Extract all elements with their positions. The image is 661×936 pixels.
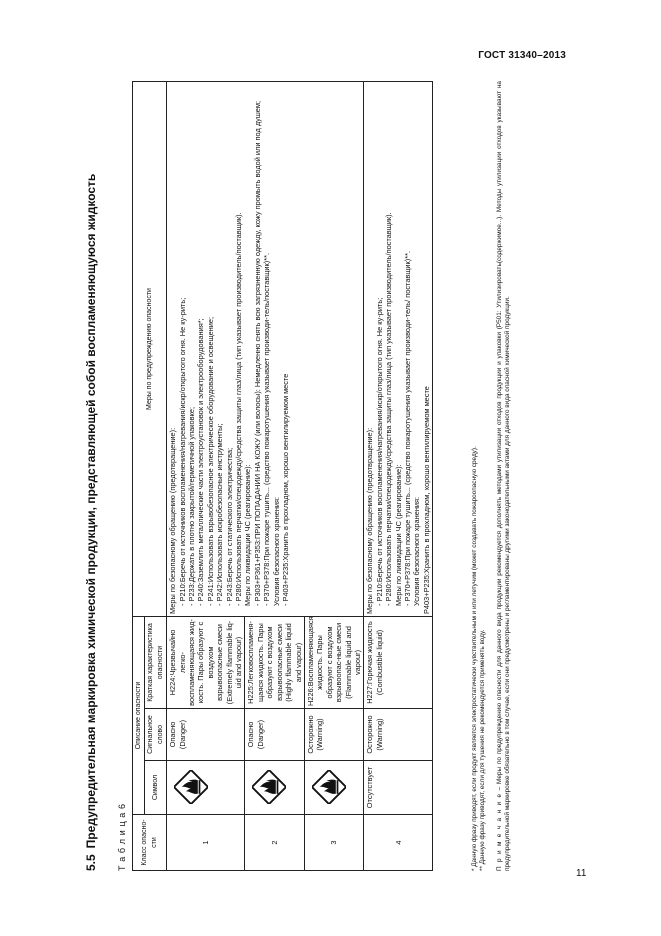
class-cell: 2 (245, 815, 304, 871)
precautions-cell (364, 82, 433, 617)
measure-line: - Р370+Р378:При пожаре тушить... (средство пожаротушения указывает производи-тель/ поставщик)**. (402, 250, 412, 606)
class-cell: 3 (304, 815, 363, 871)
section-heading (84, 71, 99, 871)
symbol-cell (245, 761, 304, 815)
measure-line: - Р210:Беречь от источников воспламенения/нагревания/искр/открытого огня. Не ку-рить; (177, 297, 187, 606)
measure-line: - Р233:Держать в плотно закрытой/герметичной упаковке; (187, 406, 197, 606)
symbol-cell (167, 761, 245, 815)
page-number: 11 (576, 868, 587, 879)
measure-line: Меры по безопасному обращению (предотвращение): (365, 427, 375, 614)
measure-line: Меры по ликвидации ЧС (реагирование): (393, 464, 403, 606)
table-caption: Т а б л и ц а 6 (117, 803, 127, 871)
footnote: * Данную фразу приводят, если продукт является электростатически чувствительным и или летучим (может создавать пожароопасную среду). (471, 446, 478, 871)
measure-line: Меры по безопасному обращению (предотвращение): (168, 427, 178, 614)
header-precautions: Меры по предупреждению опасности (133, 82, 167, 617)
flame-icon (252, 771, 286, 805)
symbol-cell: Отсутствует (364, 761, 433, 815)
header-brief-characteristic: Краткая характеристика опасности (145, 617, 167, 709)
characteristic-cell: H227:Горючая жидкость (Combustible liquid) (364, 617, 433, 709)
measure-line: - Р280:Использовать перчатки/спецодежду/средства защиты глаз/лица (тип указывает производитель/поставщик). (384, 212, 394, 606)
header-symbol: Символ (145, 761, 167, 815)
class-cell: 1 (167, 815, 245, 871)
measure-line: - Р303+Р361+Р353:ПРИ ПОПАДАНИИ НА КОЖУ (или волосы): Немедленно снять всю загрязненную одежду, кожу промыть водой или под душем; (252, 100, 262, 606)
measure-line: - Р241:Использовать взрывобезопасное электрическое оборудование и освещение; (205, 316, 215, 606)
flame-icon (174, 771, 208, 805)
measure-line: - Р243:Беречь от статического электричества; (224, 447, 234, 606)
measure-line: - Р240:Заземлить металлические части электроустановок и электрооборудования*; (196, 318, 206, 606)
measure-line: Меры по ликвидации ЧС (реагирование): (243, 464, 253, 606)
footnotes (471, 81, 487, 871)
measure-line: - Р210:Беречь от источников воспламенения/нагревания/искр/открытого огня. Не ку-рить; (374, 297, 384, 606)
header-signal-word: Сигнальное слово (145, 709, 167, 761)
header-class: Класс опасно-сти (133, 815, 167, 871)
section-title: Предупредительная маркировка химической продукции, представляющей собой воспламеняющуюся жидкость (84, 173, 98, 849)
signal-word-cell: Опасно (Danger) (167, 709, 245, 761)
characteristic-cell: H226:Воспламеняющаяся жидкость. Пары образуют с воздухом взрывоопас-ные смеси (Flammable liquid and vapour) (304, 617, 363, 709)
rotated-page-content (84, 71, 564, 881)
class-cell: 4 (364, 815, 433, 871)
standard-code: ГОСТ 31340–2013 (478, 50, 566, 61)
signal-word-cell: Осторожно (Warning) (364, 709, 433, 761)
note-text: – Меры по предупреждению опасности для данного вида продукции рекомендуется дополнять методами утилизации отходов продукции и упаковки (Р501: Утилизировать(содержимое...). Методы утилизации отходов указывают на предупредительной маркировке обязательно в том случае, если они предусмотрены и регламентированы другими законодательными актами для данного вида опасной химической продукции. (496, 81, 512, 871)
measure-line: Р403+Р235:Хранить в прохладном, хорошо вентилируемом месте (421, 386, 431, 614)
signal-word-cell: Опасно (Danger) (245, 709, 304, 761)
table-row (167, 82, 245, 871)
measure-line: - Р370+Р378:При пожаре тушить... (средство пожаротушения указывает производи-тель/поставщик)**. (262, 252, 272, 606)
measure-line: - Р242:Использовать искробезопасные инструменты; (215, 423, 225, 606)
precautions-cell (167, 82, 364, 617)
measure-line: Условия безопасного хранения: (271, 496, 281, 606)
section-number: 5.5 (84, 854, 98, 871)
flame-icon (312, 771, 346, 805)
measure-line: - Р403+Р235:Хранить в прохладном, хорошо вентилируемом месте (281, 373, 291, 606)
hazard-table (132, 81, 433, 871)
characteristic-cell: H224:Чрезвычайно легко-воспламеняющаяся жид-кость. Пары образуют с воздухом взрывоопасные смеси (Extremely flammable liq-uid and vapour) (167, 617, 245, 709)
measure-line: - Р280:Использовать перчатки/спецодежду/средства защиты глаз/лица (тип указывает производитель/поставщик). (234, 212, 244, 606)
table-note (496, 81, 513, 871)
note-label: П р и м е ч а н и е (496, 793, 503, 871)
measure-line: Условия безопасного хранения: (412, 496, 422, 606)
table-row (364, 82, 433, 871)
symbol-cell (304, 761, 363, 815)
header-hazard-description: Описание опасности (133, 617, 145, 815)
signal-word-cell: Осторожно (Warning) (304, 709, 363, 761)
footnote: ** Данную фразу приводят, если для тушения не рекомендуется применять воду. (479, 629, 487, 871)
characteristic-cell: H225:Легковоспламеня-щаяся жидкость. Пары образуют с воздухом взрывоопасные смеси (Highly flammable liquid and vapour) (245, 617, 304, 709)
